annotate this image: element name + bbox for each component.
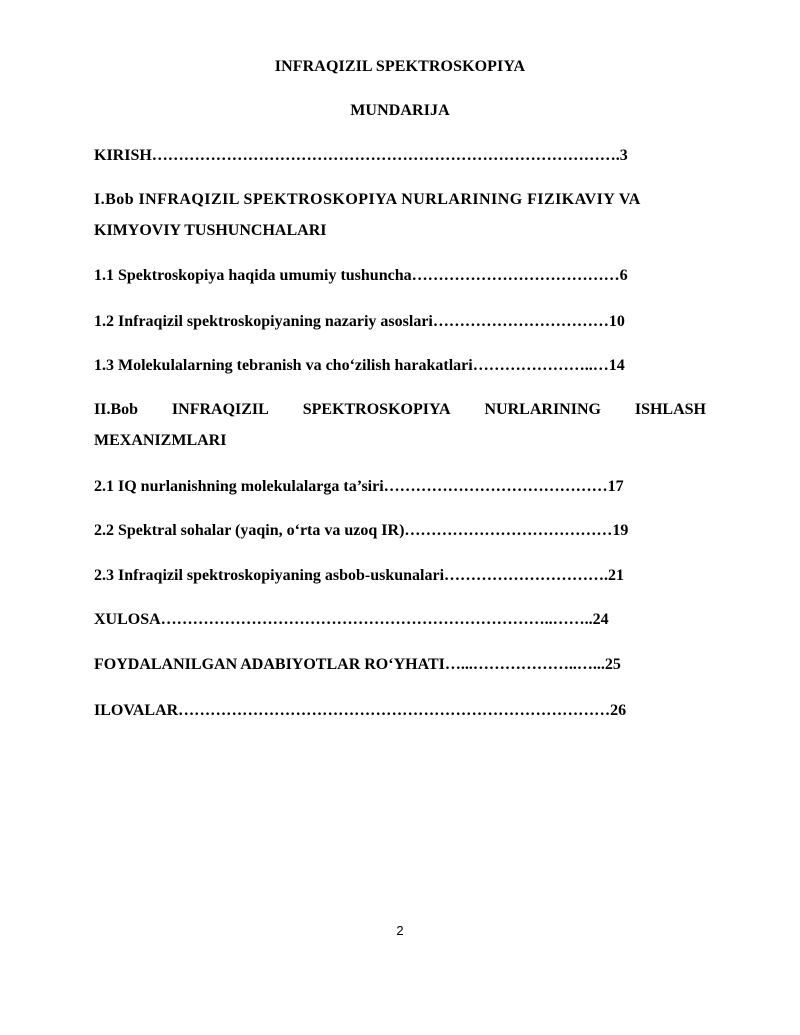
- toc-chapter2-word: NURLARINING: [484, 401, 601, 418]
- toc-entry-ilovalar: ILOVALAR………………………………………………………………………26: [94, 702, 627, 719]
- toc-chapter1-line2: KIMYOVIY TUSHUNCHALARI: [94, 222, 327, 239]
- toc-chapter2-word: ISHLASH: [634, 401, 706, 418]
- document-title: INFRAQIZIL SPEKTROSKOPIYA: [274, 58, 526, 75]
- toc-entry-2-3: 2.3 Infraqizil spektroskopiyaning asbob-uskunalari………………………….21: [94, 567, 625, 584]
- toc-entry-2-1: 2.1 IQ nurlanishning molekulalarga ta’siri……………………………………17: [94, 478, 624, 495]
- toc-chapter2-line1: [94, 401, 706, 419]
- toc-entry-2-2: 2.2 Spektral sohalar (yaqin, o‘rta va uzoq IR)…………………………………19: [94, 522, 629, 539]
- toc-entry-kirish: KIRISH…………………………………………………………………………….3: [94, 147, 628, 164]
- toc-chapter2-word: INFRAQIZIL: [171, 401, 269, 418]
- toc-chapter1-line1: I.Bob INFRAQIZIL SPEKTROSKOPIYA NURLARINING FIZIKAVIY VA: [94, 191, 641, 208]
- toc-chapter2-line2: MEXANIZMLARI: [94, 432, 227, 449]
- toc-chapter2-word: II.Bob: [94, 401, 139, 418]
- toc-chapter2-word: SPEKTROSKOPIYA: [302, 401, 451, 418]
- toc-entry-1-3: 1.3 Molekulalarning tebranish va cho‘zilish harakatlari…………………..…14: [94, 357, 625, 374]
- toc-entry-1-1: 1.1 Spektroskopiya haqida umumiy tushuncha…………………………………6: [94, 267, 628, 284]
- toc-entry-adabiyotlar: FOYDALANILGAN ADABIYOTLAR RO‘YHATI…...………………..…...25: [94, 656, 621, 673]
- toc-heading: MUNDARIJA: [350, 102, 450, 119]
- page-number: 2: [396, 923, 404, 938]
- toc-entry-1-2: 1.2 Infraqizil spektroskopiyaning nazariy asoslari……………………………10: [94, 313, 625, 330]
- toc-entry-xulosa: XULOSA………………………………………………………………..……..24: [94, 611, 609, 628]
